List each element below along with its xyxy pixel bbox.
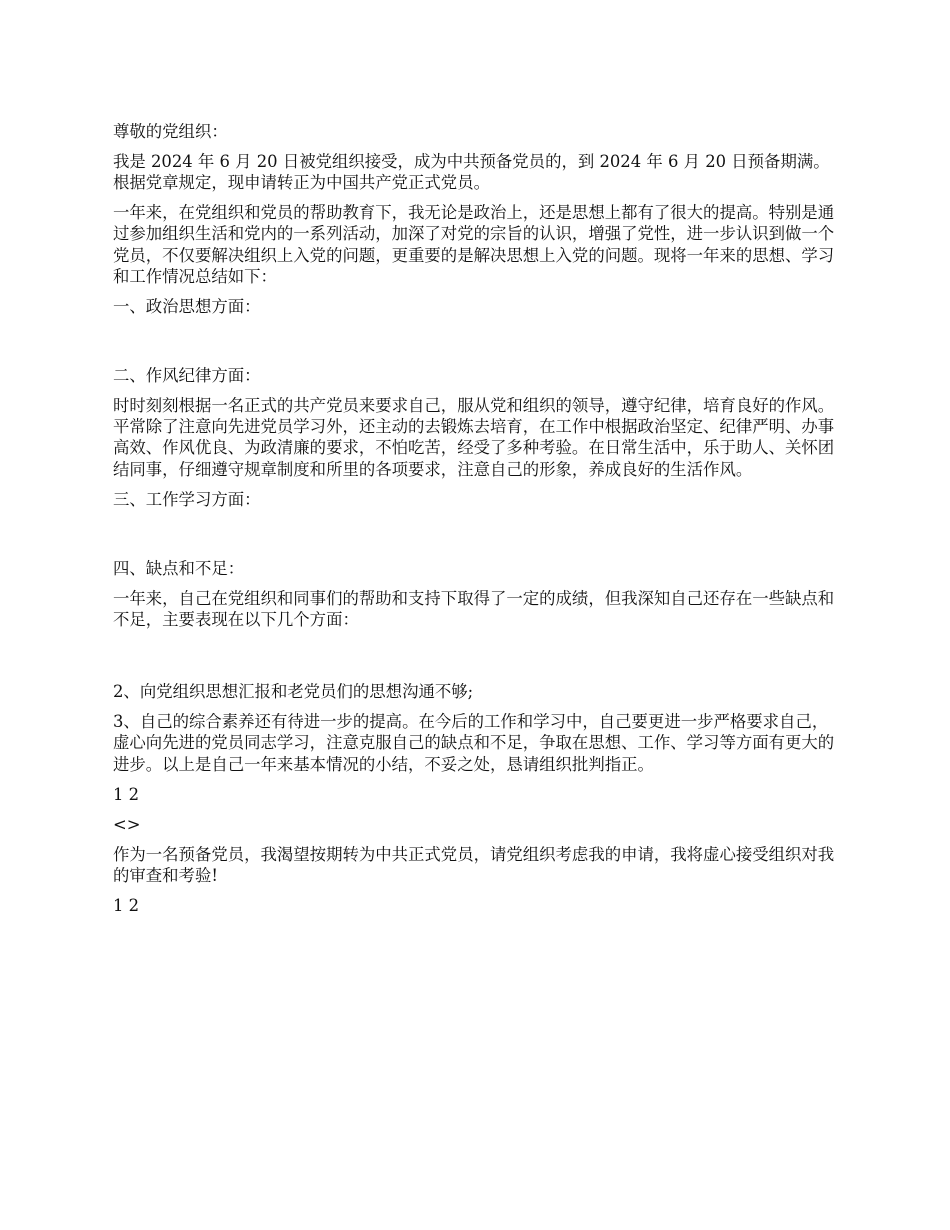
salutation: 尊敬的党组织：	[113, 122, 228, 141]
discipline-paragraph: 时时刻刻根据一名正式的共产党员来要求自己，服从党和组织的领导，遵守纪律，培育良好的作风。平常除了注意向先进党员学习外，还主动的去锻炼去培育，在工作中根据政治坚定、纪律严明、办事高效、作风优良、为政清廉的要求，不怕吃苦，经受了多种考验。在日常生活中，乐于助人、关怀团结同事，仔细遵守规章制度和所里的各项要求，注意自己的形象，养成良好的生活作风。	[113, 396, 835, 479]
page-numbers[interactable]: 1 2	[113, 784, 140, 804]
closing-paragraph: 作为一名预备党员，我渴望按期转为中共正式党员，请党组织考虑我的申请，我将虚心接受组织对我的审查和考验!	[113, 844, 835, 885]
section-heading-political: 一、政治思想方面：	[113, 296, 261, 316]
intro-paragraph: 我是 2024 年 6 月 20 日被党组织接受，成为中共预备党员的，到 2024 年 6 月 20 日预备期满。根据党章规定，现申请转正为中国共产党正式党员。	[113, 152, 830, 193]
shortcomings-paragraph: 一年来，自己在党组织和同事们的帮助和支持下取得了一定的成绩，但我深知自己还存在一些缺点和不足，主要表现在以下几个方面：	[113, 588, 835, 630]
list-item-2: 2、向党组织思想汇报和老党员们的思想沟通不够;	[113, 682, 474, 702]
section-heading-work-study: 三、工作学习方面：	[113, 489, 261, 509]
page-numbers-bottom[interactable]: 1 2	[113, 895, 140, 915]
year-summary-paragraph: 一年来，在党组织和党员的帮助教育下，我无论是政治上，还是思想上都有了很大的提高。特别是通过参加组织生活和党内的一系列活动，加深了对党的宗旨的认识，增强了党性，进一步认识到做一个党员，不仅要解决组织上入党的问题，更重要的是解决思想上入党的问题。现将一年来的思想、学习和工作情况总结如下：	[113, 203, 835, 286]
document-page	[113, 121, 843, 916]
nav-marker[interactable]: <>	[113, 814, 141, 834]
section-heading-shortcomings: 四、缺点和不足：	[113, 558, 245, 578]
section-heading-discipline: 二、作风纪律方面：	[113, 366, 261, 386]
list-item-3: 3、自己的综合素养还有待进一步的提高。在今后的工作和学习中，自己要更进一步严格要求自己，虚心向先进的党员同志学习，注意克服自己的缺点和不足，争取在思想、工作、学习等方面有更大的进步。以上是自己一年来基本情况的小结，不妥之处，恳请组织批判指正。	[113, 712, 835, 774]
